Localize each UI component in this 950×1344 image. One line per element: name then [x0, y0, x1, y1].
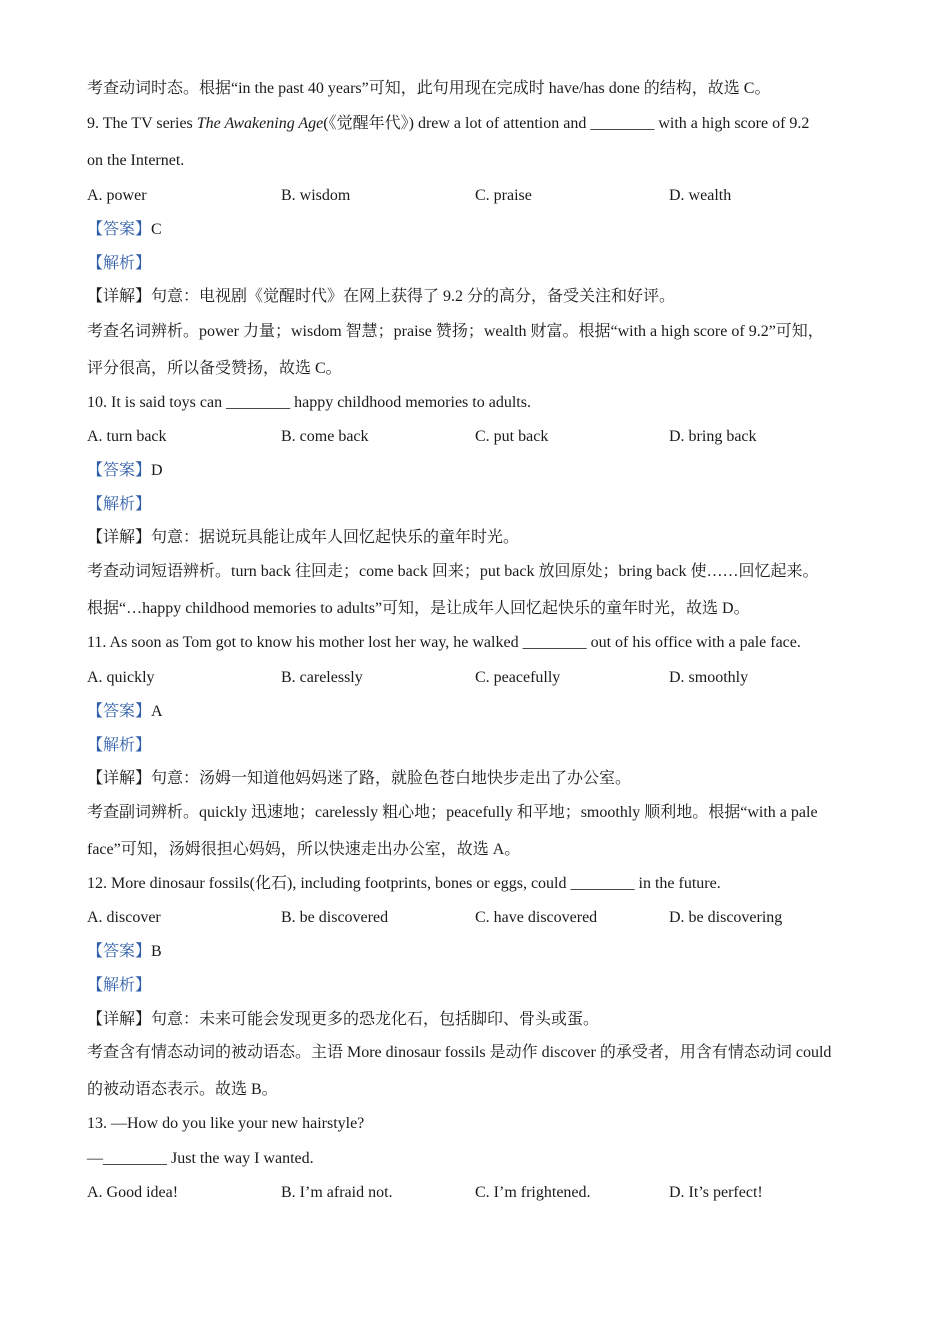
option-a: A. Good idea! — [87, 1184, 179, 1201]
answer-value: A — [151, 703, 163, 720]
question-9-explanation-2: 评分很高，所以备受赞扬，故选 C。 — [87, 360, 342, 377]
question-13-stem-cont: —________ Just the way I wanted. — [87, 1150, 314, 1167]
question-10-options — [87, 426, 867, 448]
option-a: A. turn back — [87, 428, 167, 445]
option-b: B. I’m afraid not. — [281, 1184, 393, 1201]
question-10-explanation-2: 根据“…happy childhood memories to adults”可知，是让成年人回忆起快乐的童年时光，故选 D。 — [87, 600, 750, 617]
option-a: A. power — [87, 187, 147, 204]
question-12-options — [87, 907, 867, 929]
question-9-answer — [87, 219, 162, 241]
question-12-detail: 【详解】句意：未来可能会发现更多的恐龙化石，包括脚印、骨头或蛋。 — [87, 1011, 600, 1028]
question-12-analysis-tag: 【解析】 — [87, 977, 152, 994]
question-9-detail: 【详解】句意：电视剧《觉醒时代》在网上获得了 9.2 分的高分，备受关注和好评。 — [87, 288, 676, 305]
option-b: B. be discovered — [281, 909, 389, 926]
option-d: D. be discovering — [669, 909, 783, 926]
option-a: A. quickly — [87, 669, 155, 686]
question-12-answer — [87, 941, 162, 963]
question-11-options — [87, 667, 867, 689]
option-a: A. discover — [87, 909, 161, 926]
question-11-analysis-tag: 【解析】 — [87, 737, 152, 754]
answer-value: D — [151, 462, 163, 479]
option-b: B. carelessly — [281, 669, 363, 686]
answer-value: B — [151, 943, 162, 960]
option-c: C. put back — [475, 428, 549, 445]
option-d: D. smoothly — [669, 669, 749, 686]
question-9-explanation-1: 考查名词辨析。power 力量；wisdom 智慧；praise 赞扬；wealth 财富。根据“with a high score of 9.2”可知， — [87, 323, 824, 340]
question-13-options — [87, 1182, 867, 1204]
question-13-stem: 13. —How do you like your new hairstyle? — [87, 1115, 365, 1132]
question-9-options — [87, 185, 867, 207]
question-10-detail: 【详解】句意：据说玩具能让成年人回忆起快乐的童年时光。 — [87, 529, 520, 546]
answer-tag: 【答案】 — [87, 221, 152, 238]
answer-tag: 【答案】 — [87, 462, 152, 479]
option-c: C. praise — [475, 187, 532, 204]
question-11-explanation-1: 考查副词辨析。quickly 迅速地；carelessly 粗心地；peacefully 和平地；smoothly 顺利地。根据“with a pale — [87, 804, 818, 821]
question-11-answer — [87, 701, 163, 723]
question-11-explanation-2: face”可知，汤姆很担心妈妈，所以快速走出办公室，故选 A。 — [87, 841, 521, 858]
question-12-explanation-2: 的被动语态表示。故选 B。 — [87, 1081, 278, 1098]
question-12-stem: 12. More dinosaur fossils(化石), including footprints, bones or eggs, could ________ in the future. — [87, 875, 721, 892]
question-10-stem: 10. It is said toys can ________ happy childhood memories to adults. — [87, 394, 531, 411]
option-c: C. I’m frightened. — [475, 1184, 591, 1201]
question-11-stem: 11. As soon as Tom got to know his mother lost her way, he walked ________ out of his office with a pale face. — [87, 634, 801, 651]
option-d: D. It’s perfect! — [669, 1184, 763, 1201]
question-11-detail: 【详解】句意：汤姆一知道他妈妈迷了路，就脸色苍白地快步走出了办公室。 — [87, 770, 632, 787]
question-12-explanation-1: 考查含有情态动词的被动语态。主语 More dinosaur fossils 是动作 discover 的承受者，用含有情态动词 could — [87, 1044, 832, 1061]
question-9-stem: 9. The TV series The Awakening Age(《觉醒年代》) drew a lot of attention and ________ with a high score of 9.2 — [87, 115, 810, 132]
option-b: B. wisdom — [281, 187, 351, 204]
answer-tag: 【答案】 — [87, 703, 152, 720]
intro-explanation: 考查动词时态。根据“in the past 40 years”可知，此句用现在完成时 have/has done 的结构，故选 C。 — [87, 80, 771, 97]
option-b: B. come back — [281, 428, 369, 445]
option-d: D. bring back — [669, 428, 757, 445]
question-10-analysis-tag: 【解析】 — [87, 496, 152, 513]
option-d: D. wealth — [669, 187, 732, 204]
answer-value: C — [151, 221, 162, 238]
answer-tag: 【答案】 — [87, 943, 152, 960]
question-10-answer — [87, 460, 163, 482]
series-title: The Awakening Age — [196, 115, 324, 132]
question-9-analysis-tag: 【解析】 — [87, 255, 152, 272]
question-10-explanation-1: 考查动词短语辨析。turn back 往回走；come back 回来；put back 放回原处；bring back 使……回忆起来。 — [87, 563, 819, 580]
question-9-stem-cont: on the Internet. — [87, 152, 185, 169]
option-c: C. have discovered — [475, 909, 598, 926]
option-c: C. peacefully — [475, 669, 561, 686]
